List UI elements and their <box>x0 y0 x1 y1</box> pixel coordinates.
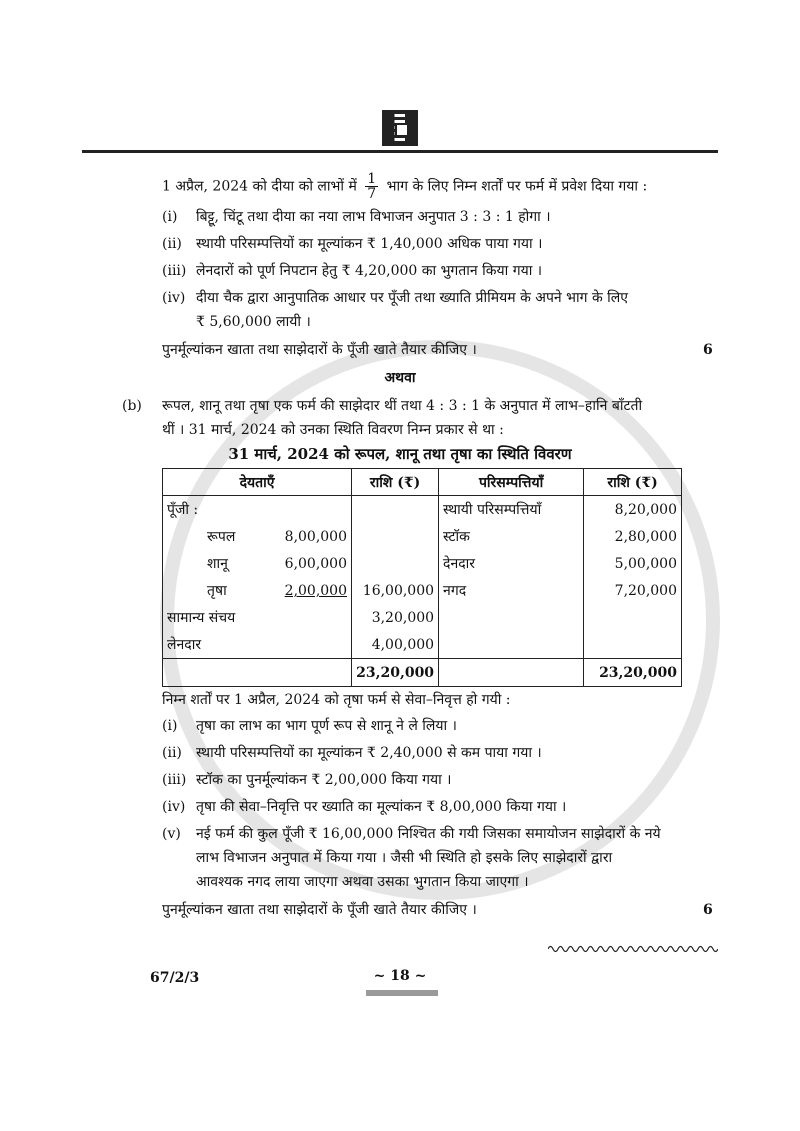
wavy-end-line <box>548 944 718 954</box>
table-row <box>163 496 682 524</box>
list-item-continuation: आवश्यक नगद लाया जाएगा अथवा उसका भुगतान किया जाएगा । <box>196 874 529 890</box>
list-item: (i) तृषा का लाभ का भाग पूर्ण रूप से शानू ने ले लिया । <box>162 718 457 734</box>
page-number: ~ 18 ~ <box>373 968 427 984</box>
header-liabilities: देयताएँ <box>163 469 352 496</box>
partB-line1: रूपल, शानू तथा तृषा एक फर्म की साझेदार थीं तथा 4 : 3 : 1 के अनुपात में लाभ–हानि बाँटती <box>162 398 643 414</box>
header-rule <box>82 150 718 153</box>
table-row <box>163 523 682 550</box>
intro-line <box>162 172 647 201</box>
list-item: (ii) स्थायी परिसम्पत्तियों का मूल्यांकन ₹ 1,40,000 अधिक पाया गया । <box>162 236 543 252</box>
partA-instruction: पुनर्मूल्यांकन खाता तथा साझेदारों के पूँजी खाते तैयार कीजिए । <box>162 342 477 358</box>
page-number-bar <box>366 990 438 996</box>
partB-instruction: पुनर्मूल्यांकन खाता तथा साझेदारों के पूँजी खाते तैयार कीजिए । <box>162 902 477 918</box>
partB-label: (b) <box>122 398 142 414</box>
partB-intro: निम्न शर्तों पर 1 अप्रैल, 2024 को तृषा फर्म से सेवा–निवृत्त हो गयी : <box>162 692 511 708</box>
list-item-continuation: ₹ 5,60,000 लायी । <box>196 314 311 330</box>
fraction <box>365 172 378 201</box>
fraction-denominator: 7 <box>367 186 377 202</box>
table-row <box>163 631 682 659</box>
list-item: (iv) तृषा की सेवा–निवृत्ति पर ख्याति का मूल्यांकन ₹ 8,00,000 किया गया । <box>162 799 567 815</box>
partB-line2: थीं । 31 मार्च, 2024 को उनका स्थिति विवरण निम्न प्रकार से था : <box>162 422 504 438</box>
table-title: 31 मार्च, 2024 को रूपल, शानू तथा तृषा का स्थिति विवरण <box>228 445 572 463</box>
fraction-numerator: 1 <box>367 171 377 187</box>
table-header-row <box>163 469 682 496</box>
intro-text-after: भाग के लिए निम्न शर्तों पर फर्म में प्रवेश दिया गया : <box>386 178 648 195</box>
creditors-amount: 4,00,000 <box>352 631 439 659</box>
table-total-row <box>163 659 682 687</box>
capital-total: 16,00,000 <box>352 577 439 604</box>
partner-name: रूपल <box>207 529 236 545</box>
general-reserve-amount: 3,20,000 <box>352 604 439 631</box>
general-reserve-label: सामान्य संचय <box>163 604 352 631</box>
header-amount-2: राशि (₹) <box>584 469 682 496</box>
partner-capital: 8,00,000 <box>284 529 347 545</box>
list-item: (iii) स्टॉक का पुनर्मूल्यांकन ₹ 2,00,000 किया गया । <box>162 772 452 788</box>
partA-marks: 6 <box>703 342 713 358</box>
list-item-continuation: लाभ विभाजन अनुपात में किया गया । जैसी भी स्थिति हो इसके लिए साझेदारों द्वारा <box>196 850 613 866</box>
table-row <box>163 577 682 604</box>
list-item: (iii) लेनदारों को पूर्ण निपटान हेतु ₹ 4,20,000 का भुगतान किया गया । <box>162 263 543 279</box>
asset-amount: 8,20,000 <box>584 496 682 524</box>
partB-marks: 6 <box>703 902 713 918</box>
asset-name: नगद <box>439 577 584 604</box>
asset-amount: 5,00,000 <box>584 550 682 577</box>
list-item: (v) नई फर्म की कुल पूँजी ₹ 16,00,000 निश्चित की गयी जिसका समायोजन साझेदारों के नये <box>162 826 661 842</box>
partner-name: शानू <box>207 556 228 572</box>
asset-name: स्थायी परिसम्पत्तियाँ <box>439 496 584 524</box>
balance-sheet-table <box>162 468 682 687</box>
table-row <box>163 604 682 631</box>
partner-capital: 2,00,000 <box>284 583 347 599</box>
capital-label: पूँजी : <box>163 496 352 524</box>
partner-capital: 6,00,000 <box>284 556 347 572</box>
partner-name: तृषा <box>207 583 227 599</box>
header-assets: परिसम्पत्तियाँ <box>439 469 584 496</box>
asset-name: स्टॉक <box>439 523 584 550</box>
creditors-label: लेनदार <box>163 631 352 659</box>
list-item: (iv) दीया चैक द्वारा आनुपातिक आधार पर पूँजी तथा ख्याति प्रीमियम के अपने भाग के लिए <box>162 290 629 306</box>
list-item: (i) बिट्टू, चिंटू तथा दीया का नया लाभ विभाजन अनुपात 3 : 3 : 1 होगा । <box>162 209 551 225</box>
qr-code-icon <box>382 110 418 146</box>
paper-code: 67/2/3 <box>150 970 200 986</box>
asset-name: देनदार <box>439 550 584 577</box>
list-item: (ii) स्थायी परिसम्पत्तियों का मूल्यांकन ₹ 2,40,000 से कम पाया गया । <box>162 745 542 761</box>
total-assets: 23,20,000 <box>584 659 682 687</box>
intro-text-before: 1 अप्रैल, 2024 को दीया को लाभों में <box>162 178 357 195</box>
total-liabilities: 23,20,000 <box>352 659 439 687</box>
asset-amount: 7,20,000 <box>584 577 682 604</box>
header-amount-1: राशि (₹) <box>352 469 439 496</box>
table-row <box>163 550 682 577</box>
or-label: अथवा <box>384 370 416 386</box>
asset-amount: 2,80,000 <box>584 523 682 550</box>
